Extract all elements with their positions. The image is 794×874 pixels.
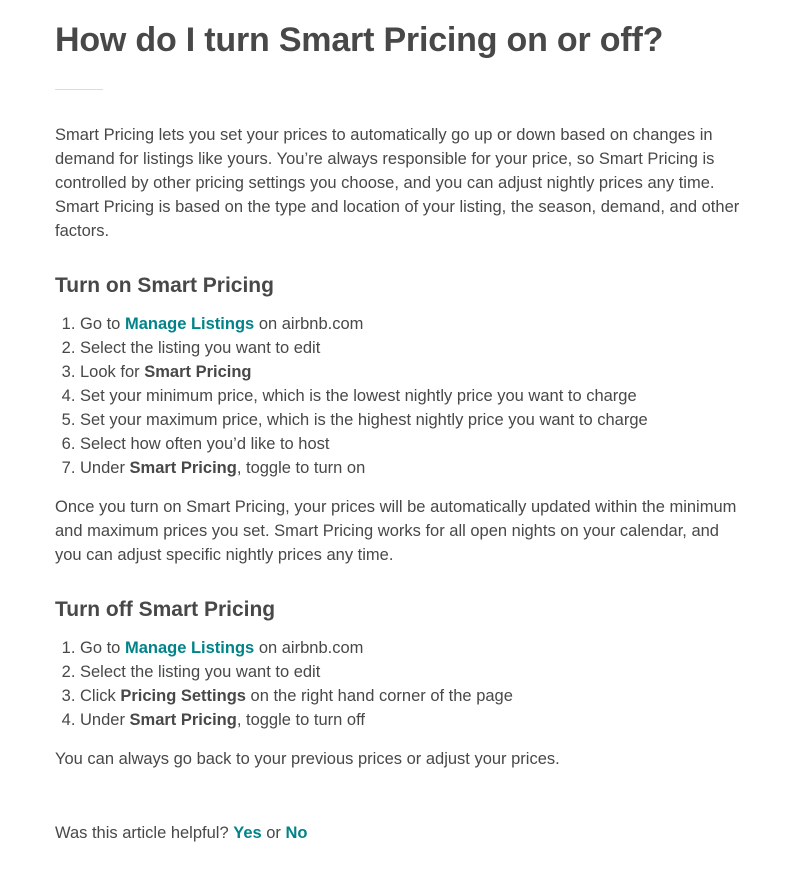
turn-on-heading: Turn on Smart Pricing (55, 274, 274, 297)
turn-off-note: You can always go back to your previous prices or adjust your prices. (55, 750, 560, 768)
list-item: 2. Select the listing you want to edit (80, 336, 745, 360)
feedback-question: Was this article helpful? (55, 824, 234, 842)
step-text: , toggle to turn on (236, 459, 366, 477)
feedback-prompt (55, 821, 745, 845)
list-item: 6. Select how often you’d like to host (80, 432, 745, 456)
turn-on-note: Once you turn on Smart Pricing, your prices will be automatically updated within the minimum and maximum prices you set. Smart Pricing works for all open nights on your calendar, and you can adjust specific nightly prices any time. (55, 498, 737, 564)
step-bold: Pricing Settings (120, 687, 246, 705)
list-item (80, 708, 745, 732)
step-text: Go to (80, 315, 125, 333)
step-text: Under (80, 711, 130, 729)
step-text: on airbnb.com (254, 639, 364, 657)
manage-listings-link[interactable]: Manage Listings (124, 639, 255, 657)
step-text: on airbnb.com (254, 315, 364, 333)
step-bold: Smart Pricing (144, 363, 252, 381)
step-text: , toggle to turn off (236, 711, 365, 729)
turn-off-steps (55, 636, 745, 732)
step-text: Go to (80, 639, 125, 657)
article-title: How do I turn Smart Pricing on or off? (55, 21, 664, 59)
list-item (80, 312, 745, 336)
title-divider (55, 89, 103, 90)
intro-paragraph: Smart Pricing lets you set your prices to automatically go up or down based on changes in demand for listings like yours. You’re always responsible for your price, so Smart Pricing is controlled by other pricing settings you choose, and you can adjust nightly prices any time. Smart Pricing is based on the type and location of your listing, the season, demand, and other factors. (55, 126, 740, 240)
feedback-yes-link[interactable]: Yes (233, 824, 262, 842)
step-text: Click (80, 687, 121, 705)
list-item (80, 360, 745, 384)
list-item: 4. Set your minimum price, which is the lowest nightly price you want to charge (80, 384, 745, 408)
turn-on-steps (55, 312, 745, 480)
turn-off-heading: Turn off Smart Pricing (55, 598, 276, 621)
feedback-or: or (261, 824, 286, 842)
list-item: 2. Select the listing you want to edit (80, 660, 745, 684)
list-item (80, 636, 745, 660)
list-item (80, 684, 745, 708)
step-text: on the right hand corner of the page (245, 687, 513, 705)
list-item (80, 456, 745, 480)
step-bold: Smart Pricing (129, 711, 237, 729)
step-bold: Smart Pricing (129, 459, 237, 477)
step-text: Look for (80, 363, 145, 381)
manage-listings-link[interactable]: Manage Listings (124, 315, 255, 333)
feedback-no-link[interactable]: No (285, 824, 308, 842)
list-item: 5. Set your maximum price, which is the highest nightly price you want to charge (80, 408, 745, 432)
step-text: Under (80, 459, 130, 477)
